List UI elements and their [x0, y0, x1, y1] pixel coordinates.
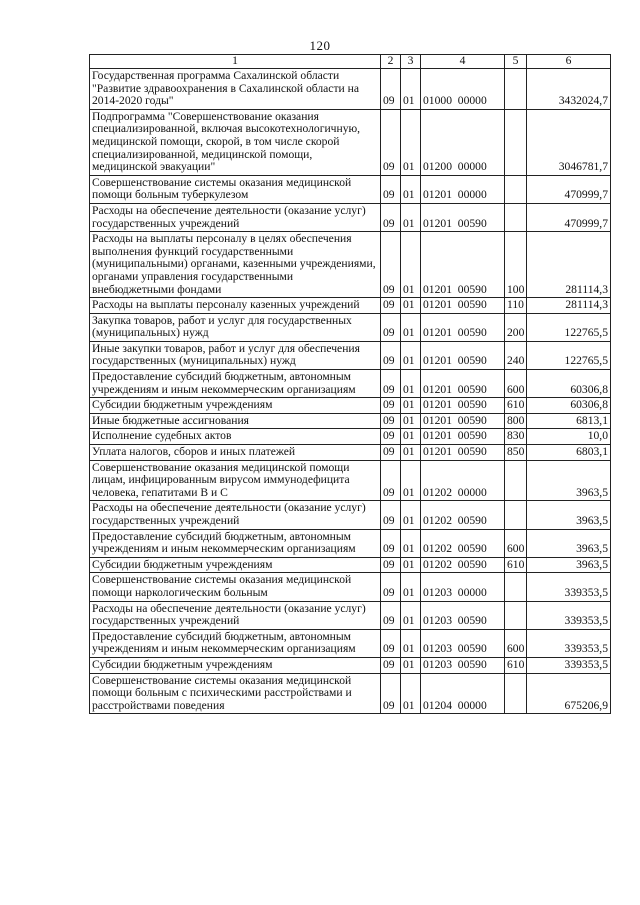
- row-expense-type-cell: [505, 573, 527, 601]
- budget-table: [89, 54, 611, 714]
- row-name-cell: Подпрограмма "Совершенствование оказания специализированной, включая высокотехнологичную, медицинской помощи, скорой, в том числе скорой специализированной, медицинской помощи, медицинской эвакуации": [90, 109, 381, 175]
- row-name-cell: Уплата налогов, сборов и иных платежей: [90, 445, 381, 461]
- row-amount-cell: 122765,5: [527, 341, 611, 369]
- row-expense-type-cell: 100: [505, 232, 527, 298]
- row-expense-type-cell: 610: [505, 657, 527, 673]
- row-section-cell: 09: [381, 109, 401, 175]
- row-name-cell: Субсидии бюджетным учреждениям: [90, 557, 381, 573]
- column-header-4: 4: [421, 55, 505, 69]
- row-name-cell: Иные бюджетные ассигнования: [90, 413, 381, 429]
- row-expense-type-cell: [505, 601, 527, 629]
- table-header-row: [90, 55, 611, 69]
- row-amount-cell: 339353,5: [527, 657, 611, 673]
- row-section-cell: 09: [381, 175, 401, 203]
- row-section-cell: 09: [381, 313, 401, 341]
- row-target-code-cell: 01201 00590: [421, 232, 505, 298]
- row-subsection-cell: 01: [401, 429, 421, 445]
- row-amount-cell: 339353,5: [527, 629, 611, 657]
- row-target-code-cell: 01203 00590: [421, 657, 505, 673]
- row-subsection-cell: 01: [401, 657, 421, 673]
- row-amount-cell: 281114,3: [527, 298, 611, 314]
- row-subsection-cell: 01: [401, 673, 421, 714]
- row-subsection-cell: 01: [401, 557, 421, 573]
- row-section-cell: 09: [381, 69, 401, 110]
- row-expense-type-cell: 200: [505, 313, 527, 341]
- row-subsection-cell: 01: [401, 69, 421, 110]
- row-expense-type-cell: 800: [505, 413, 527, 429]
- row-expense-type-cell: 110: [505, 298, 527, 314]
- row-expense-type-cell: 240: [505, 341, 527, 369]
- row-subsection-cell: 01: [401, 341, 421, 369]
- row-amount-cell: 60306,8: [527, 398, 611, 414]
- table-row: [90, 445, 611, 461]
- row-section-cell: 09: [381, 298, 401, 314]
- row-target-code-cell: 01201 00590: [421, 445, 505, 461]
- row-subsection-cell: 01: [401, 232, 421, 298]
- row-section-cell: 09: [381, 445, 401, 461]
- row-name-cell: Исполнение судебных актов: [90, 429, 381, 445]
- row-section-cell: 09: [381, 370, 401, 398]
- row-name-cell: Совершенствование системы оказания медицинской помощи больным с психическими расстройствами и расстройствами поведения: [90, 673, 381, 714]
- row-amount-cell: 470999,7: [527, 175, 611, 203]
- row-name-cell: Предоставление субсидий бюджетным, автономным учреждениям и иным некоммерческим организациям: [90, 629, 381, 657]
- row-amount-cell: 60306,8: [527, 370, 611, 398]
- row-expense-type-cell: [505, 673, 527, 714]
- row-name-cell: Расходы на обеспечение деятельности (оказание услуг) государственных учреждений: [90, 601, 381, 629]
- row-name-cell: Расходы на обеспечение деятельности (оказание услуг) государственных учреждений: [90, 203, 381, 231]
- row-target-code-cell: 01203 00590: [421, 601, 505, 629]
- row-section-cell: 09: [381, 601, 401, 629]
- row-target-code-cell: 01202 00000: [421, 460, 505, 501]
- row-target-code-cell: 01201 00590: [421, 398, 505, 414]
- row-target-code-cell: 01000 00000: [421, 69, 505, 110]
- row-target-code-cell: 01201 00590: [421, 413, 505, 429]
- row-subsection-cell: 01: [401, 501, 421, 529]
- row-subsection-cell: 01: [401, 573, 421, 601]
- row-subsection-cell: 01: [401, 460, 421, 501]
- row-amount-cell: 675206,9: [527, 673, 611, 714]
- row-expense-type-cell: 600: [505, 629, 527, 657]
- table-row: [90, 460, 611, 501]
- row-expense-type-cell: [505, 203, 527, 231]
- table-row: [90, 313, 611, 341]
- table-row: [90, 573, 611, 601]
- row-name-cell: Государственная программа Сахалинской области "Развитие здравоохранения в Сахалинской области на 2014-2020 годы": [90, 69, 381, 110]
- row-expense-type-cell: [505, 175, 527, 203]
- row-amount-cell: 470999,7: [527, 203, 611, 231]
- row-expense-type-cell: 600: [505, 370, 527, 398]
- row-amount-cell: 10,0: [527, 429, 611, 445]
- row-amount-cell: 339353,5: [527, 573, 611, 601]
- row-expense-type-cell: 610: [505, 398, 527, 414]
- row-expense-type-cell: [505, 109, 527, 175]
- column-header-2: 2: [381, 55, 401, 69]
- row-section-cell: 09: [381, 529, 401, 557]
- table-row: [90, 175, 611, 203]
- row-expense-type-cell: 610: [505, 557, 527, 573]
- page-number: 120: [309, 38, 331, 53]
- row-name-cell: Субсидии бюджетным учреждениям: [90, 398, 381, 414]
- table-row: [90, 657, 611, 673]
- table-row: [90, 429, 611, 445]
- column-header-1: 1: [90, 55, 381, 69]
- row-subsection-cell: 01: [401, 601, 421, 629]
- row-name-cell: Иные закупки товаров, работ и услуг для обеспечения государственных (муниципальных) нужд: [90, 341, 381, 369]
- table-row: [90, 529, 611, 557]
- row-expense-type-cell: 830: [505, 429, 527, 445]
- row-subsection-cell: 01: [401, 298, 421, 314]
- table-row: [90, 69, 611, 110]
- row-section-cell: 09: [381, 398, 401, 414]
- row-subsection-cell: 01: [401, 313, 421, 341]
- row-subsection-cell: 01: [401, 445, 421, 461]
- row-target-code-cell: 01204 00000: [421, 673, 505, 714]
- row-section-cell: 09: [381, 203, 401, 231]
- row-section-cell: 09: [381, 573, 401, 601]
- row-target-code-cell: 01202 00590: [421, 529, 505, 557]
- row-target-code-cell: 01201 00590: [421, 313, 505, 341]
- table-row: [90, 501, 611, 529]
- row-amount-cell: 3432024,7: [527, 69, 611, 110]
- column-header-3: 3: [401, 55, 421, 69]
- row-expense-type-cell: [505, 460, 527, 501]
- row-name-cell: Предоставление субсидий бюджетным, автономным учреждениям и иным некоммерческим организациям: [90, 529, 381, 557]
- row-section-cell: 09: [381, 501, 401, 529]
- table-row: [90, 298, 611, 314]
- row-subsection-cell: 01: [401, 175, 421, 203]
- table-row: [90, 109, 611, 175]
- row-name-cell: Совершенствование системы оказания медицинской помощи наркологическим больным: [90, 573, 381, 601]
- row-target-code-cell: 01202 00590: [421, 501, 505, 529]
- column-header-6: 6: [527, 55, 611, 69]
- row-amount-cell: 122765,5: [527, 313, 611, 341]
- row-amount-cell: 6813,1: [527, 413, 611, 429]
- row-section-cell: 09: [381, 657, 401, 673]
- table-body: [90, 69, 611, 714]
- row-subsection-cell: 01: [401, 203, 421, 231]
- row-name-cell: Совершенствование оказания медицинской помощи лицам, инфицированным вирусом иммунодефицита человека, гепатитами В и С: [90, 460, 381, 501]
- row-section-cell: 09: [381, 460, 401, 501]
- row-target-code-cell: 01201 00590: [421, 370, 505, 398]
- row-target-code-cell: 01200 00000: [421, 109, 505, 175]
- row-target-code-cell: 01203 00000: [421, 573, 505, 601]
- row-subsection-cell: 01: [401, 370, 421, 398]
- row-section-cell: 09: [381, 429, 401, 445]
- row-subsection-cell: 01: [401, 398, 421, 414]
- row-section-cell: 09: [381, 413, 401, 429]
- column-header-5: 5: [505, 55, 527, 69]
- row-target-code-cell: 01201 00590: [421, 429, 505, 445]
- row-amount-cell: 339353,5: [527, 601, 611, 629]
- table-row: [90, 341, 611, 369]
- row-target-code-cell: 01203 00590: [421, 629, 505, 657]
- row-amount-cell: 3963,5: [527, 529, 611, 557]
- table-row: [90, 601, 611, 629]
- row-name-cell: Расходы на выплаты персоналу в целях обеспечения выполнения функций государственными (муниципальными) органами, казенными учреждениями, органами управления государственными внебюджетными фондами: [90, 232, 381, 298]
- table-row: [90, 398, 611, 414]
- row-name-cell: Совершенствование системы оказания медицинской помощи больным туберкулезом: [90, 175, 381, 203]
- row-expense-type-cell: 850: [505, 445, 527, 461]
- row-target-code-cell: 01201 00590: [421, 203, 505, 231]
- row-name-cell: Расходы на обеспечение деятельности (оказание услуг) государственных учреждений: [90, 501, 381, 529]
- row-amount-cell: 3963,5: [527, 557, 611, 573]
- row-expense-type-cell: [505, 69, 527, 110]
- table-row: [90, 673, 611, 714]
- table-row: [90, 557, 611, 573]
- table-row: [90, 370, 611, 398]
- row-name-cell: Закупка товаров, работ и услуг для государственных (муниципальных) нужд: [90, 313, 381, 341]
- row-amount-cell: 3963,5: [527, 501, 611, 529]
- row-subsection-cell: 01: [401, 629, 421, 657]
- table-row: [90, 232, 611, 298]
- row-amount-cell: 3046781,7: [527, 109, 611, 175]
- table-row: [90, 629, 611, 657]
- row-target-code-cell: 01201 00590: [421, 298, 505, 314]
- row-subsection-cell: 01: [401, 413, 421, 429]
- row-target-code-cell: 01202 00590: [421, 557, 505, 573]
- table-row: [90, 413, 611, 429]
- row-subsection-cell: 01: [401, 109, 421, 175]
- row-section-cell: 09: [381, 629, 401, 657]
- row-expense-type-cell: [505, 501, 527, 529]
- row-name-cell: Расходы на выплаты персоналу казенных учреждений: [90, 298, 381, 314]
- row-amount-cell: 3963,5: [527, 460, 611, 501]
- row-name-cell: Предоставление субсидий бюджетным, автономным учреждениям и иным некоммерческим организациям: [90, 370, 381, 398]
- row-amount-cell: 6803,1: [527, 445, 611, 461]
- row-amount-cell: 281114,3: [527, 232, 611, 298]
- row-name-cell: Субсидии бюджетным учреждениям: [90, 657, 381, 673]
- row-target-code-cell: 01201 00590: [421, 341, 505, 369]
- row-subsection-cell: 01: [401, 529, 421, 557]
- table-row: [90, 203, 611, 231]
- row-expense-type-cell: 600: [505, 529, 527, 557]
- row-section-cell: 09: [381, 673, 401, 714]
- row-section-cell: 09: [381, 232, 401, 298]
- row-section-cell: 09: [381, 341, 401, 369]
- row-target-code-cell: 01201 00000: [421, 175, 505, 203]
- row-section-cell: 09: [381, 557, 401, 573]
